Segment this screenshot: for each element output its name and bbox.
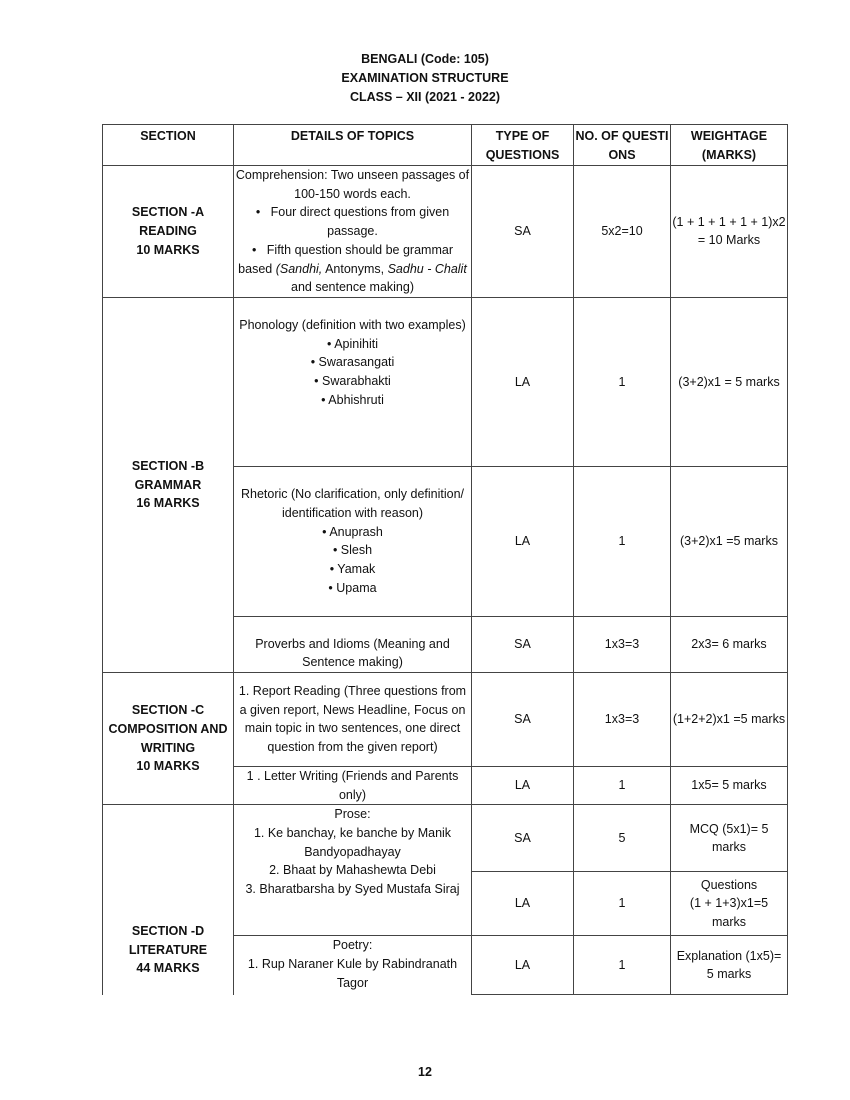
italic-term: (Sandhi,	[275, 261, 323, 276]
section-marks: 10 MARKS	[136, 759, 200, 774]
bullet-text: Antonyms,	[322, 261, 388, 276]
type-cell: SA	[472, 616, 574, 672]
weight-cell: Explanation (1x5)= 5 marks	[671, 936, 788, 995]
topic-item: 1. Rup Naraner Kule by Rabindranath Tagor	[247, 957, 458, 990]
section-c-cell	[103, 672, 234, 804]
weight-cell: (3+2)x1 =5 marks	[671, 466, 788, 616]
topic-cell	[234, 936, 472, 995]
topic-item: • Swarasangati	[310, 355, 395, 370]
italic-term: Sadhu - Chalit	[387, 261, 467, 276]
section-marks: 44 MARKS	[136, 961, 200, 976]
bullet-text: Four direct questions from given passage.	[270, 205, 450, 239]
col-header-no: NO. OF QUESTI ONS	[574, 125, 671, 166]
col-header-section: SECTION	[103, 125, 234, 166]
topic-title: Phonology (definition with two examples)	[239, 317, 466, 332]
type-cell: SA	[472, 672, 574, 766]
section-marks: 16 MARKS	[136, 496, 200, 511]
topic-item: • Yamak	[329, 562, 376, 577]
type-cell: LA	[472, 297, 574, 466]
table-header-row	[103, 125, 788, 166]
section-sub: GRAMMAR	[134, 477, 202, 492]
section-name: SECTION -B	[131, 458, 205, 473]
weight-cell: 1x5= 5 marks	[671, 766, 788, 804]
bullet-text: and sentence making)	[291, 280, 414, 295]
section-sub: LITERATURE	[128, 942, 208, 957]
section-name: SECTION -D	[131, 924, 205, 939]
topic-item: • Anuprash	[322, 524, 383, 539]
weight-cell: 2x3= 6 marks	[671, 616, 788, 672]
topic-heading: Poetry:	[332, 938, 373, 953]
page-number: 12	[418, 1065, 432, 1079]
no-cell: 1x3=3	[574, 672, 671, 766]
topic-heading: Prose:	[334, 807, 371, 822]
topic-intro: Comprehension: Two unseen passages of 100-150 words each.	[235, 168, 470, 201]
bullet-text: Fifth question should be grammar based	[238, 242, 453, 276]
no-cell: 1	[574, 466, 671, 616]
section-name: SECTION -A	[131, 205, 205, 220]
topic-cell: 1. Report Reading (Three questions from a given report, News Headline, Focus on main topic in two sentences, one direct question from the given report)	[234, 672, 472, 766]
no-cell: 1	[574, 936, 671, 995]
col-header-weightage: WEIGHTAGE (MARKS)	[671, 125, 788, 166]
table-row	[103, 805, 788, 872]
exam-structure-table	[102, 124, 788, 995]
section-a-cell	[103, 166, 234, 298]
no-cell: 1	[574, 766, 671, 804]
topic-cell	[234, 805, 472, 936]
table-row	[103, 672, 788, 766]
doc-title: BENGALI (Code: 105)	[361, 52, 489, 66]
topic-cell	[234, 616, 472, 672]
type-cell: SA	[472, 805, 574, 872]
topic-bullet: • Fifth question should be grammar based (Sandhi, Antonyms, Sadhu - Chalit and sentence making)	[238, 242, 467, 295]
doc-class: CLASS – XII (2021 - 2022)	[349, 90, 501, 104]
table-row	[103, 297, 788, 466]
type-cell: LA	[472, 766, 574, 804]
topic-item: • Apinihiti	[327, 336, 378, 351]
weight-cell	[671, 872, 788, 936]
weight-cell: (1 + 1 + 1 + 1 + 1)x2 = 10 Marks	[671, 166, 788, 298]
type-cell: LA	[472, 936, 574, 995]
type-cell: SA	[472, 166, 574, 298]
topic-item: • Swarabhakti	[314, 374, 391, 389]
type-cell: LA	[472, 466, 574, 616]
weight-line: (1 + 1+3)x1=5 marks	[689, 896, 769, 930]
topic-cell	[234, 166, 472, 298]
col-header-details: DETAILS OF TOPICS	[234, 125, 472, 166]
no-cell: 1	[574, 872, 671, 936]
no-cell: 5	[574, 805, 671, 872]
section-sub: READING	[139, 224, 197, 239]
topic-item: • Slesh	[332, 543, 373, 558]
topic-item: • Upama	[328, 580, 377, 595]
topic-item: 2. Bhaat by Mahashewta Debi	[269, 863, 436, 878]
topic-title: Rhetoric (No clarification, only definition/ identification with reason)	[240, 487, 465, 521]
topic-title: Proverbs and Idioms (Meaning and Sentence making)	[255, 636, 450, 670]
topic-item: • Abhishruti	[321, 392, 384, 407]
topic-cell	[234, 466, 472, 616]
no-cell: 1	[574, 297, 671, 466]
section-sub: COMPOSITION AND WRITING	[108, 721, 228, 755]
no-cell: 5x2=10	[574, 166, 671, 298]
topic-cell: 1 . Letter Writing (Friends and Parents only)	[234, 766, 472, 804]
section-name: SECTION -C	[131, 703, 205, 718]
weight-cell: MCQ (5x1)= 5 marks	[671, 805, 788, 872]
weight-cell: (3+2)x1 = 5 marks	[671, 297, 788, 466]
no-cell: 1x3=3	[574, 616, 671, 672]
weight-line: Questions	[700, 877, 758, 892]
col-header-type: TYPE OF QUESTIONS	[472, 125, 574, 166]
section-b-cell	[103, 297, 234, 672]
section-d-cell	[103, 805, 234, 995]
type-cell: LA	[472, 872, 574, 936]
topic-bullet: • Four direct questions from given passage.	[255, 205, 450, 239]
doc-subtitle: EXAMINATION STRUCTURE	[341, 71, 509, 85]
table-row	[103, 166, 788, 298]
topic-item: 1. Ke banchay, ke banche by Manik Bandyopadhayay	[253, 826, 452, 859]
topic-cell	[234, 297, 472, 466]
section-marks: 10 MARKS	[136, 242, 200, 257]
weight-cell: (1+2+2)x1 =5 marks	[671, 672, 788, 766]
topic-item: 3. Bharatbarsha by Syed Mustafa Siraj	[245, 882, 460, 897]
